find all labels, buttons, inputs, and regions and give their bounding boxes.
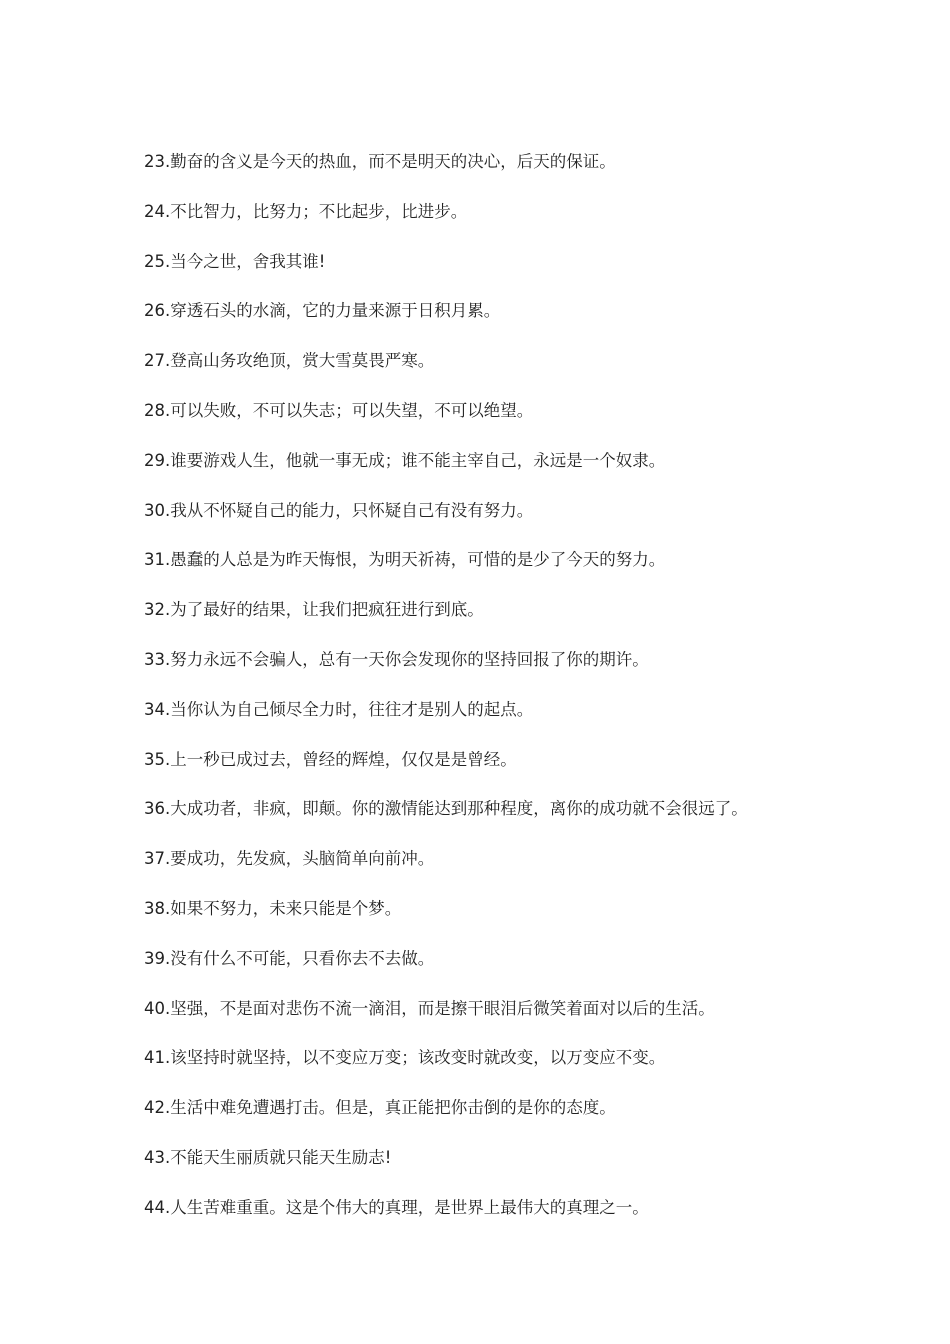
quote-item: 37.要成功，先发疯，头脑简单向前冲。 <box>144 849 435 869</box>
quote-item: 25.当今之世，舍我其谁! <box>144 251 326 271</box>
quote-item: 26.穿透石头的水滴，它的力量来源于日积月累。 <box>144 301 501 321</box>
quote-item: 35.上一秒已成过去，曾经的辉煌，仅仅是是曾经。 <box>144 749 517 769</box>
quote-item: 40.坚强，不是面对悲伤不流一滴泪，而是擦干眼泪后微笑着面对以后的生活。 <box>144 998 715 1018</box>
quote-item: 43.不能天生丽质就只能天生励志! <box>144 1147 392 1167</box>
quote-list <box>144 148 924 1244</box>
quote-item: 33.努力永远不会骗人，总有一天你会发现你的坚持回报了你的期许。 <box>144 649 649 669</box>
quote-item: 34.当你认为自己倾尽全力时，往往才是别人的起点。 <box>144 699 534 719</box>
quote-item: 44.人生苦难重重。这是个伟大的真理，是世界上最伟大的真理之一。 <box>144 1197 649 1217</box>
quote-item: 38.如果不努力，未来只能是个梦。 <box>144 898 402 918</box>
quote-item: 23.勤奋的含义是今天的热血，而不是明天的决心，后天的保证。 <box>144 152 616 171</box>
quote-item: 31.愚蠢的人总是为昨天悔恨，为明天祈祷，可惜的是少了今天的努力。 <box>144 550 666 570</box>
quote-item: 28.可以失败，不可以失志；可以失望，不可以绝望。 <box>144 400 534 420</box>
quote-item: 24.不比智力，比努力；不比起步，比进步。 <box>144 201 468 221</box>
quote-item: 27.登高山务攻绝顶，赏大雪莫畏严寒。 <box>144 351 435 371</box>
quote-item: 30.我从不怀疑自己的能力，只怀疑自己有没有努力。 <box>144 500 534 520</box>
quote-item: 42.生活中难免遭遇打击。但是，真正能把你击倒的是你的态度。 <box>144 1098 616 1118</box>
quote-item: 36.大成功者，非疯，即颠。你的激情能达到那种程度，离你的成功就不会很远了。 <box>144 799 748 819</box>
quote-item: 32.为了最好的结果，让我们把疯狂进行到底。 <box>144 600 484 620</box>
quote-item: 41.该坚持时就坚持，以不变应万变；该改变时就改变，以万变应不变。 <box>144 1048 666 1068</box>
quote-item: 39.没有什么不可能，只看你去不去做。 <box>144 948 435 968</box>
quote-item: 29.谁要游戏人生，他就一事无成；谁不能主宰自己，永远是一个奴隶。 <box>144 450 666 470</box>
